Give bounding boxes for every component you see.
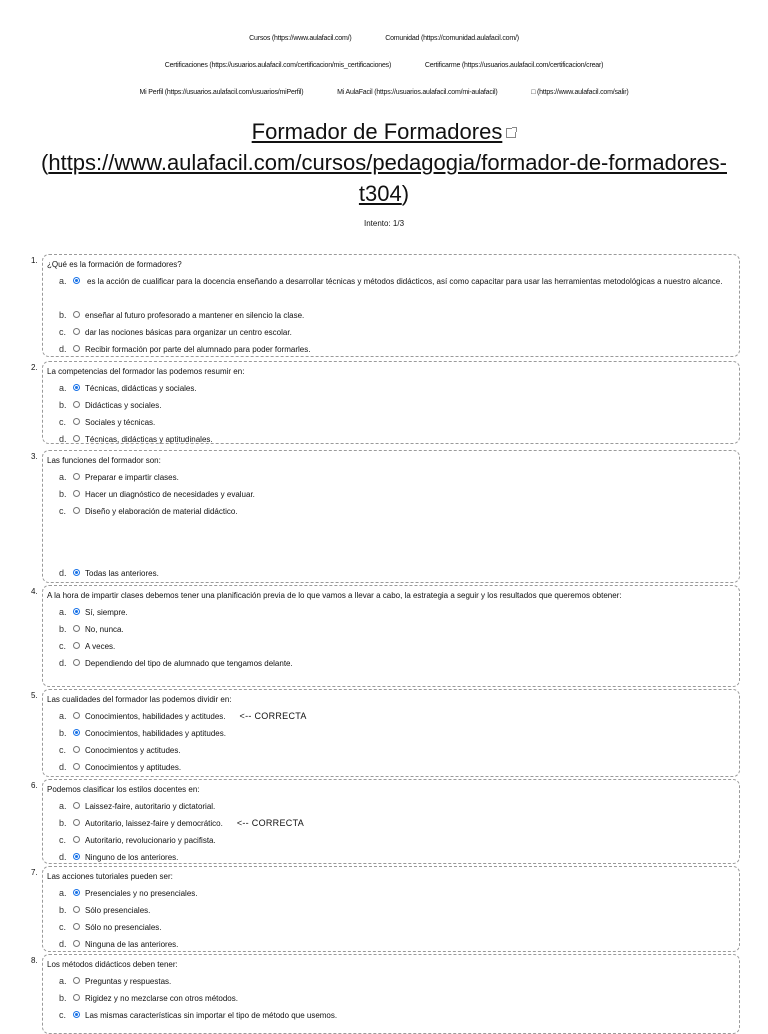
question-text: ¿Qué es la formación de formadores? (47, 260, 182, 269)
option-letter: d. (59, 344, 67, 354)
answer-option[interactable] (43, 990, 739, 1007)
radio-selected[interactable] (73, 889, 80, 896)
option-text: Las mismas características sin importar el tipo de método que usemos. (85, 1011, 338, 1020)
question-4 (31, 585, 740, 687)
option-letter: a. (59, 976, 67, 986)
radio-unselected[interactable] (73, 345, 80, 352)
answer-option[interactable] (43, 273, 739, 307)
radio-unselected[interactable] (73, 977, 80, 984)
option-letter: c. (59, 922, 67, 932)
radio-selected[interactable] (73, 729, 80, 736)
radio-unselected[interactable] (73, 418, 80, 425)
option-text: dar las nociones básicas para organizar un centro escolar. (85, 328, 292, 337)
question-number: 1. (31, 256, 38, 265)
option-letter: d. (59, 762, 67, 772)
question-5 (31, 689, 740, 777)
page-title: Formador de Formadores (https://www.aulafacil.com/cursos/pedagogia/formador-de-formadores-t304) (41, 119, 727, 206)
radio-selected[interactable] (73, 853, 80, 860)
nav-link-mi-aulafacil[interactable]: Mi AulaFacil (https://usuarios.aulafacil.com/mi-aulafacil) (337, 89, 498, 96)
option-text: Recibir formación por parte del alumnado para poder formarles. (85, 345, 311, 354)
question-text: Las acciones tutoriales pueden ser: (47, 872, 173, 881)
correct-annotation: <-- CORRECTA (236, 818, 305, 828)
option-text: Hacer un diagnóstico de necesidades y evaluar. (85, 490, 255, 499)
question-8 (31, 954, 740, 1034)
radio-unselected[interactable] (73, 802, 80, 809)
radio-selected[interactable] (73, 569, 80, 576)
radio-unselected[interactable] (73, 906, 80, 913)
option-text: Sociales y técnicas. (85, 418, 156, 427)
question-text: Las funciones del formador son: (47, 456, 161, 465)
radio-selected[interactable] (73, 1011, 80, 1018)
option-text: Laissez-faire, autoritario y dictatorial. (85, 802, 216, 811)
option-text: Ninguna de las anteriores. (85, 940, 179, 949)
answer-option[interactable] (43, 604, 739, 621)
top-nav-row-2 (0, 62, 768, 69)
radio-selected[interactable] (73, 384, 80, 391)
option-text: Conocimientos, habilidades y aptitudes. (85, 729, 226, 738)
option-letter: c. (59, 417, 67, 427)
radio-unselected[interactable] (73, 473, 80, 480)
question-text: Podemos clasificar los estilos docentes en: (47, 785, 200, 794)
question-number: 5. (31, 691, 38, 700)
option-text: Ninguno de los anteriores. (85, 853, 179, 862)
option-text: Todas las anteriores. (85, 569, 159, 578)
option-letter: b. (59, 400, 67, 410)
answer-option[interactable] (43, 742, 739, 759)
answer-option[interactable] (43, 621, 739, 638)
option-text: Diseño y elaboración de material didáctico. (85, 507, 238, 516)
course-title-link[interactable] (252, 119, 503, 144)
answer-option[interactable] (43, 324, 739, 341)
option-text: Preguntas y respuestas. (85, 977, 172, 986)
correct-annotation: <-- CORRECTA (239, 711, 307, 721)
course-url: https://www.aulafacil.com/cursos/pedagogia/formador-de-formadores-t304 (48, 150, 727, 206)
answer-option[interactable] (43, 486, 739, 503)
option-letter: a. (59, 711, 67, 721)
answer-option[interactable] (43, 919, 739, 936)
question-6 (31, 779, 740, 864)
option-text: Conocimientos y actitudes. (85, 746, 181, 755)
radio-unselected[interactable] (73, 328, 80, 335)
nav-link-certificarme[interactable]: Certificarme (https://usuarios.aulafacil.com/certificacion/crear) (424, 62, 604, 69)
radio-unselected[interactable] (73, 994, 80, 1001)
radio-unselected[interactable] (73, 923, 80, 930)
question-number: 6. (31, 781, 38, 790)
question-2 (31, 361, 740, 444)
option-letter: b. (59, 818, 67, 828)
option-letter: c. (59, 327, 67, 337)
answer-option[interactable] (43, 759, 739, 776)
nav-link-certificaciones[interactable]: Certificaciones (https://usuarios.aulafacil.com/certificacion/mis_certificaciones) (164, 62, 392, 69)
question-text: Las cualidades del formador las podemos dividir en: (47, 695, 232, 704)
answer-option[interactable] (43, 902, 739, 919)
answer-option[interactable] (43, 815, 739, 832)
answer-option[interactable] (43, 431, 739, 448)
question-text: Los métodos didácticos deben tener: (47, 960, 178, 969)
option-letter: a. (59, 276, 67, 286)
radio-unselected[interactable] (73, 625, 80, 632)
option-letter: b. (59, 993, 67, 1003)
option-letter: d. (59, 434, 67, 444)
question-number: 8. (31, 956, 38, 965)
option-text: No, nunca. (85, 625, 124, 634)
radio-unselected[interactable] (73, 712, 80, 719)
answer-option[interactable] (43, 307, 739, 324)
question-number: 2. (31, 363, 38, 372)
option-letter: a. (59, 888, 67, 898)
option-letter: b. (59, 728, 67, 738)
option-text: Preparar e impartir clases. (85, 473, 179, 482)
option-letter: d. (59, 658, 67, 668)
option-text: Autoritario, revolucionario y pacifista. (85, 836, 216, 845)
radio-unselected[interactable] (73, 642, 80, 649)
option-text: Didácticas y sociales. (85, 401, 162, 410)
option-letter: d. (59, 568, 67, 578)
answer-option[interactable] (43, 414, 739, 431)
radio-unselected[interactable] (73, 435, 80, 442)
radio-unselected[interactable] (73, 746, 80, 753)
option-letter: d. (59, 939, 67, 949)
top-nav-row-1 (0, 35, 768, 42)
option-letter: c. (59, 506, 67, 516)
option-letter: b. (59, 489, 67, 499)
answer-option[interactable] (43, 655, 739, 672)
radio-unselected[interactable] (73, 836, 80, 843)
question-text: La competencias del formador las podemos resumir en: (47, 367, 245, 376)
course-url-link[interactable] (48, 150, 727, 206)
question-7 (31, 866, 740, 952)
course-name: Formador de Formadores (251, 119, 503, 144)
answer-option[interactable] (43, 725, 739, 742)
option-letter: c. (59, 1010, 67, 1020)
answer-option[interactable] (43, 565, 739, 582)
nav-link-comunidad[interactable]: Comunidad (https://comunidad.aulafacil.com/) (385, 35, 519, 42)
option-text: Dependiendo del tipo de alumnado que tengamos delante. (85, 659, 293, 668)
top-nav-row-3 (0, 89, 768, 96)
answer-option[interactable] (43, 1007, 739, 1024)
question-number: 4. (31, 587, 38, 596)
answer-option[interactable] (43, 503, 739, 520)
option-text: Conocimientos y aptitudes. (85, 763, 182, 772)
option-letter: a. (59, 801, 67, 811)
nav-link-salir[interactable]: □ (https://www.aulafacil.com/salir) (531, 89, 629, 96)
answer-option[interactable] (43, 341, 739, 358)
nav-link-mi-perfil[interactable]: Mi Perfil (https://usuarios.aulafacil.com/usuarios/miPerfil) (139, 89, 304, 96)
radio-unselected[interactable] (73, 311, 80, 318)
radio-unselected[interactable] (73, 763, 80, 770)
answer-option[interactable] (43, 936, 739, 953)
option-text: Técnicas, didácticas y aptitudinales. (85, 435, 213, 444)
question-1 (31, 254, 740, 357)
option-letter: b. (59, 310, 67, 320)
option-text: Sólo no presenciales. (85, 923, 162, 932)
question-number: 3. (31, 452, 38, 461)
nav-link-cursos[interactable]: Cursos (https://www.aulafacil.com/) (249, 35, 352, 42)
answer-option[interactable] (43, 849, 739, 866)
option-letter: c. (59, 641, 67, 651)
radio-selected[interactable] (73, 608, 80, 615)
option-letter: b. (59, 905, 67, 915)
radio-unselected[interactable] (73, 490, 80, 497)
answer-option[interactable] (43, 832, 739, 849)
answer-option[interactable] (43, 708, 739, 725)
page-break-gap (43, 520, 739, 565)
option-text: Presenciales y no presenciales. (85, 889, 198, 898)
option-text: A veces. (85, 642, 116, 651)
option-letter: c. (59, 745, 67, 755)
question-number: 7. (31, 868, 38, 877)
answer-option[interactable] (43, 380, 739, 397)
option-letter: a. (59, 383, 67, 393)
option-text: Autoritario, laissez-faire y democrático. (85, 819, 223, 828)
option-text: Técnicas, didácticas y sociales. (85, 384, 197, 393)
answer-option[interactable] (43, 397, 739, 414)
answer-option[interactable] (43, 798, 739, 815)
option-letter: c. (59, 835, 67, 845)
answer-option[interactable] (43, 638, 739, 655)
answer-option[interactable] (43, 973, 739, 990)
option-text: es la acción de cualificar para la docencia enseñando a desarrollar técnicas y métodos didácticos, así como capacitar para usar las herramientas metodológicas a nuestro alcance. (87, 277, 723, 286)
option-text: Rigidez y no mezclarse con otros métodos. (85, 994, 238, 1003)
radio-unselected[interactable] (73, 940, 80, 947)
option-text: Sí, siempre. (85, 608, 128, 617)
radio-unselected[interactable] (73, 401, 80, 408)
option-text: Conocimientos, habilidades y actitudes. (85, 712, 226, 721)
question-3 (31, 450, 740, 583)
option-letter: b. (59, 624, 67, 634)
option-text: enseñar al futuro profesorado a mantener en silencio la clase. (85, 311, 305, 320)
question-text: A la hora de impartir clases debemos tener una planificación previa de lo que vamos a llevar a cabo, la estrategia a seguir y los resultados que queremos obtener: (47, 591, 622, 600)
radio-unselected[interactable] (73, 507, 80, 514)
answer-option[interactable] (43, 885, 739, 902)
radio-unselected[interactable] (73, 819, 80, 826)
radio-unselected[interactable] (73, 659, 80, 666)
option-letter: a. (59, 607, 67, 617)
attempt-counter: Intento: 1/3 (363, 219, 405, 228)
option-letter: a. (59, 472, 67, 482)
answer-option[interactable] (43, 469, 739, 486)
external-link-icon (506, 128, 516, 138)
option-text: Sólo presenciales. (85, 906, 151, 915)
option-letter: d. (59, 852, 67, 862)
